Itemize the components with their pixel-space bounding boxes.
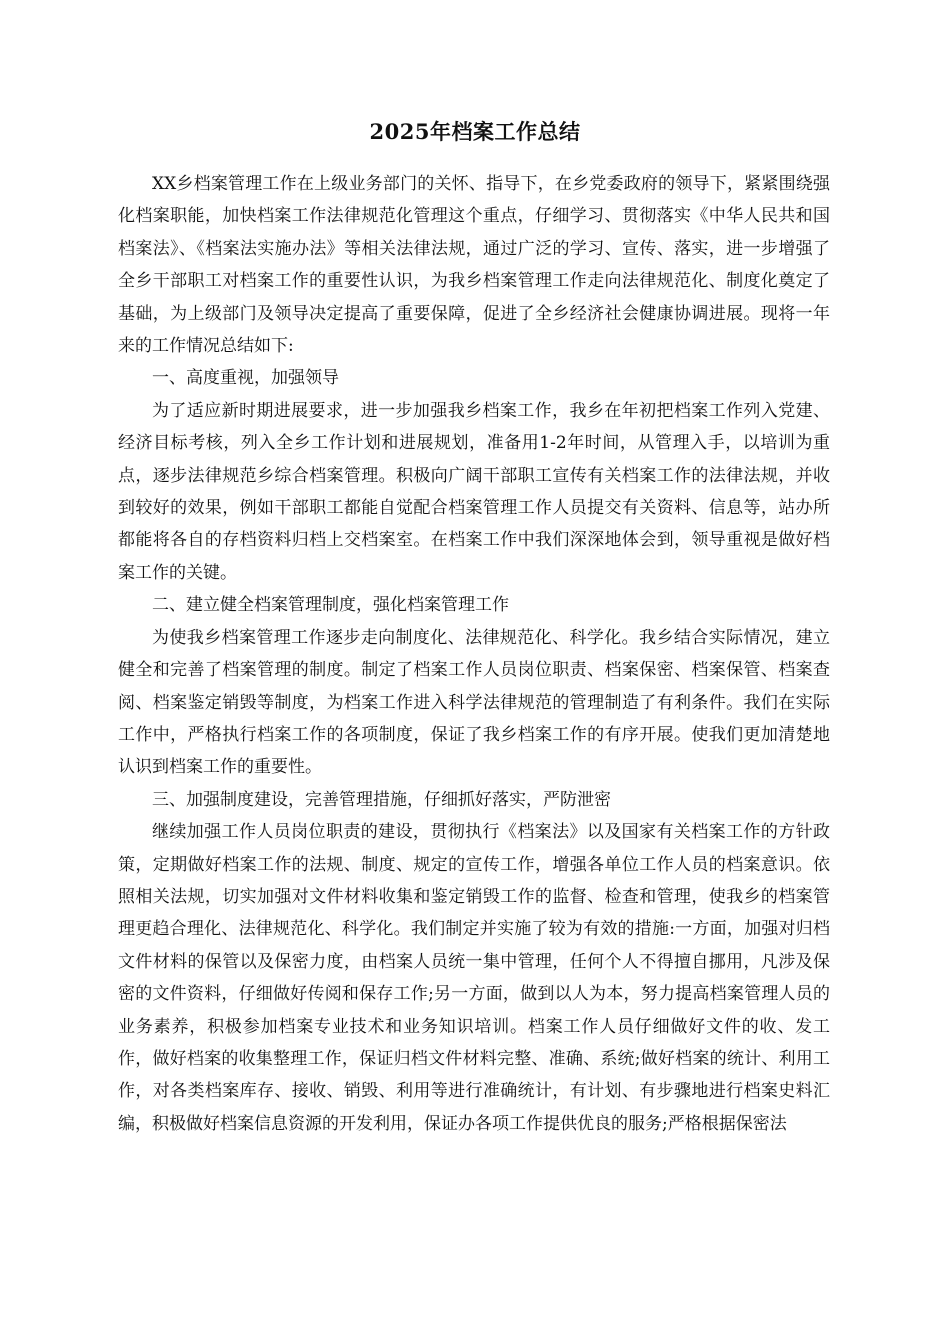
intro-paragraph: XX乡档案管理工作在上级业务部门的关怀、指导下，在乡党委政府的领导下，紧紧围绕强化档案职能，加快档案工作法律规范化管理这个重点，仔细学习、贯彻落实《中华人民共和国档案法》、《档案法实施办法》等相关法律法规，通过广泛的学习、宣传、落实，进一步增强了全乡干部职工对档案工作的重要性认识，为我乡档案管理工作走向法律规范化、制度化奠定了基础，为上级部门及领导决定提高了重要保障，促进了全乡经济社会健康协调进展。现将一年来的工作情况总结如下: (118, 174, 830, 357)
document-title: 2025年档案工作总结 (369, 119, 581, 144)
section-heading-1: 一、高度重视，加强领导 (152, 368, 339, 389)
section-1-paragraph: 为了适应新时期进展要求，进一步加强我乡档案工作，我乡在年初把档案工作列入党建、经济目标考核，列入全乡工作计划和进展规划，准备用1-2年时间，从管理入手，以培训为重点，逐步法律规范乡综合档案管理。积极向广阔干部职工宣传有关档案工作的法律法规，并收到较好的效果，例如干部职工都能自觉配合档案管理工作人员提交有关资料、信息等，站办所都能将各自的存档资料归档上交档案室。在档案工作中我们深深地体会到，领导重视是做好档案工作的关键。 (118, 400, 830, 583)
section-heading-2: 二、建立健全档案管理制度，强化档案管理工作 (152, 595, 509, 616)
section-3-paragraph: 继续加强工作人员岗位职责的建设，贯彻执行《档案法》以及国家有关档案工作的方针政策，定期做好档案工作的法规、制度、规定的宣传工作，增强各单位工作人员的档案意识。依照相关法规，切实加强对文件材料收集和鉴定销毁工作的监督、检查和管理，使我乡的档案管理更趋合理化、法律规范化、科学化。我们制定并实施了较为有效的措施:一方面，加强对归档文件材料的保管以及保密力度，由档案人员统一集中管理，任何个人不得擅自挪用，凡涉及保密的文件资料，仔细做好传阅和保存工作;另一方面，做到以人为本，努力提高档案管理人员的业务素养，积极参加档案专业技术和业务知识培训。档案工作人员仔细做好文件的收、发工作，做好档案的收集整理工作，保证归档文件材料完整、准确、系统;做好档案的统计、利用工作，对各类档案库存、接收、销毁、利用等进行准确统计，有计划、有步骤地进行档案史料汇编，积极做好档案信息资源的开发利用，保证办各项工作提供优良的服务;严格根据保密法 (118, 822, 830, 1134)
section-2-paragraph: 为使我乡档案管理工作逐步走向制度化、法律规范化、科学化。我乡结合实际情况，建立健全和完善了档案管理的制度。制定了档案工作人员岗位职责、档案保密、档案保管、档案查阅、档案鉴定销毁等制度，为档案工作进入科学法律规范的管理制造了有利条件。我们在实际工作中，严格执行档案工作的各项制度，保证了我乡档案工作的有序开展。使我们更加清楚地认识到档案工作的重要性。 (118, 627, 830, 778)
document-body (118, 168, 830, 1140)
section-heading-3: 三、加强制度建设，完善管理措施，仔细抓好落实，严防泄密 (152, 789, 611, 810)
